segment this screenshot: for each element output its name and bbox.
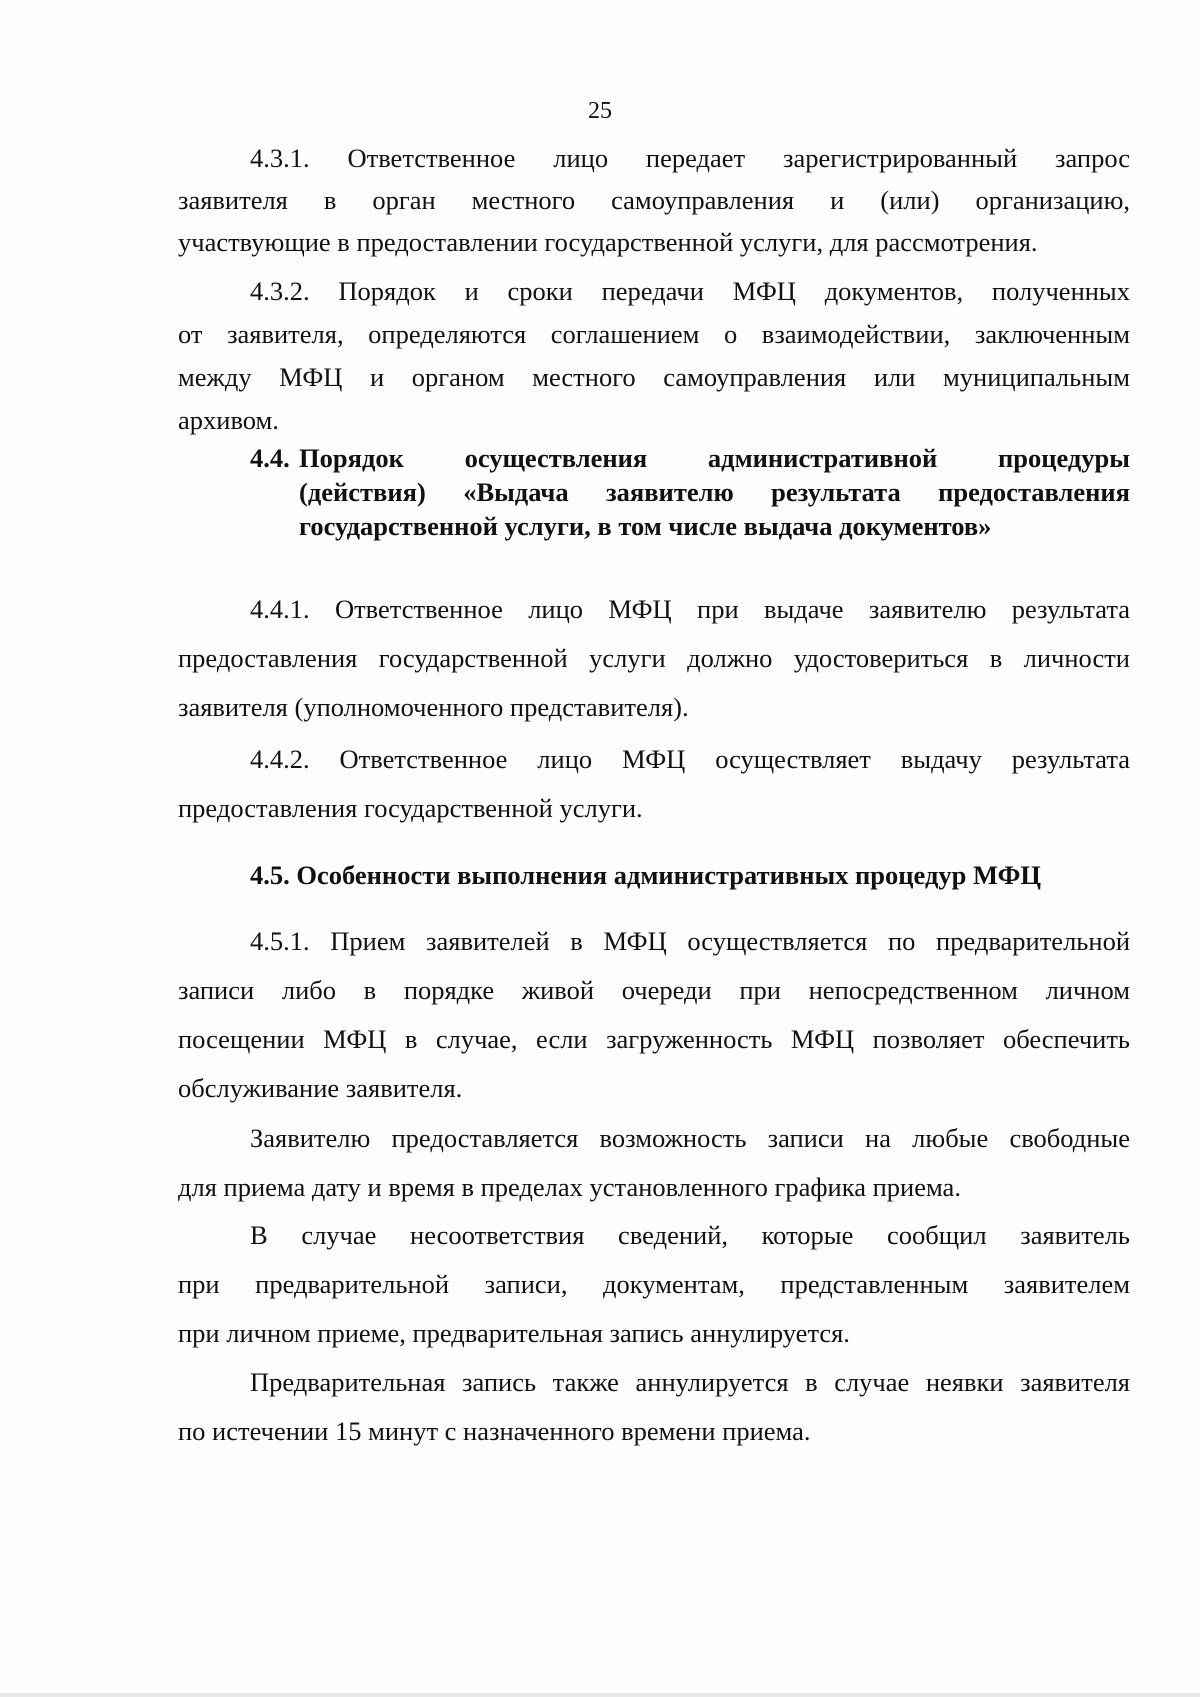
text-line: посещении МФЦ в случае, если загруженность МФЦ позволяет обеспечить — [178, 1024, 1130, 1054]
text-line: Заявителю предоставляется возможность записи на любые свободные — [250, 1123, 1130, 1153]
text-line: 4.4.2. Ответственное лицо МФЦ осуществляет выдачу результата — [250, 744, 1130, 774]
heading-line: (действия) «Выдача заявителю результата предоставления — [299, 477, 1130, 507]
page-number: 25 — [588, 98, 612, 124]
text-line: 4.3.1. Ответственное лицо передает зарегистрированный запрос — [250, 143, 1130, 173]
text-line: предоставления государственной услуги должно удостовериться в личности — [178, 643, 1130, 673]
text-line: 4.4.1. Ответственное лицо МФЦ при выдаче заявителю результата — [250, 594, 1130, 624]
text-line: между МФЦ и органом местного самоуправления или муниципальным — [178, 362, 1130, 392]
section-heading-4-4-number: 4.4. — [250, 443, 290, 473]
text-line: Предварительная запись также аннулируется в случае неявки заявителя — [250, 1367, 1130, 1397]
text-line: при предварительной записи, документам, представленным заявителем — [178, 1269, 1130, 1299]
text-line: от заявителя, определяются соглашением о взаимодействии, заключенным — [178, 319, 1130, 349]
paragraph-4-3-1 — [178, 137, 1130, 263]
text-line: заявителя (уполномоченного представителя). — [178, 692, 689, 722]
paragraph-4-4-2 — [178, 735, 1130, 833]
paragraph-noshow — [178, 1358, 1130, 1456]
text-line: 4.3.2. Порядок и сроки передачи МФЦ документов, полученных — [250, 276, 1130, 306]
text-line: записи либо в порядке живой очереди при непосредственном личном — [178, 975, 1130, 1005]
paragraph-mismatch — [178, 1211, 1130, 1358]
text-line: заявителя в орган местного самоуправления и (или) организацию, — [178, 185, 1130, 215]
text-line: для приема дату и время в пределах установленного графика приема. — [178, 1172, 961, 1202]
text-line: архивом. — [178, 405, 279, 435]
paragraph-4-4-1 — [178, 585, 1130, 732]
text-line: обслуживание заявителя. — [178, 1073, 463, 1103]
text-line: 4.5.1. Прием заявителей в МФЦ осуществляется по предварительной — [250, 926, 1130, 956]
text-line: В случае несоответствия сведений, которые сообщил заявитель — [250, 1220, 1130, 1250]
heading-line: Порядок осуществления административной процедуры — [299, 443, 1130, 473]
heading-line: государственной услуги, в том числе выдача документов» — [299, 511, 992, 541]
text-line: при личном приеме, предварительная запись аннулируется. — [178, 1318, 850, 1348]
paragraph-booking — [178, 1114, 1130, 1212]
text-line: участвующие в предоставлении государственной услуги, для рассмотрения. — [178, 227, 1038, 257]
section-heading-4-5: 4.5. Особенности выполнения административных процедур МФЦ — [250, 860, 1042, 890]
section-heading-4-4 — [299, 441, 1130, 543]
text-line: по истечении 15 минут с назначенного времени приема. — [178, 1416, 811, 1446]
paragraph-4-5-1 — [178, 917, 1130, 1113]
paragraph-4-3-2 — [178, 270, 1130, 442]
text-line: предоставления государственной услуги. — [178, 793, 643, 823]
scan-edge — [0, 1693, 1200, 1697]
